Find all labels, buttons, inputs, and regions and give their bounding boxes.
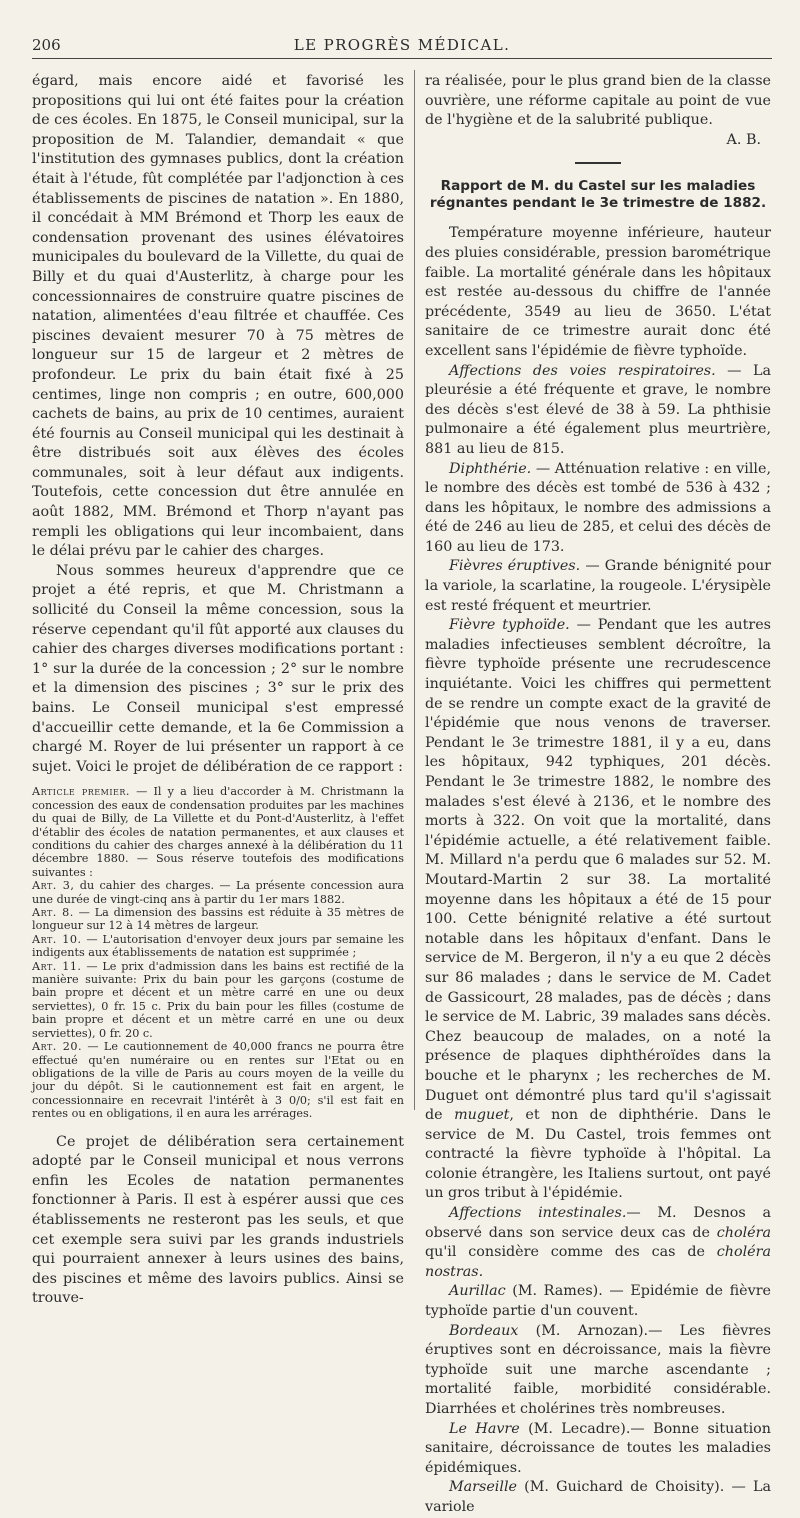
- article-text: — Le prix d'admission dans les bains est rectifié de la manière suivante: Prix du bain pour les garçons (costume de bain propre et décent et un mètre carré en une ou deux serviettes), 0 fr. 15 c. Prix du bain pour les filles (costume de bain propre et décent et un mètre carré en une ou deux serviettes), 0 fr. 20 c.: [32, 959, 404, 1040]
- page-header: [32, 36, 772, 59]
- paragraph-continuation: ra réalisée, pour le plus grand bien de la classe ouvrière, une réforme capitale au point de vue de l'hygiène et de la salubrité publique.: [425, 73, 771, 129]
- article-10: [32, 933, 404, 960]
- article-text: du cahier des charges. — La présente concession aura une durée de vingt-cinq ans à partir du 1er mars 1882.: [32, 879, 404, 906]
- left-column: [32, 72, 405, 1307]
- paragraph-bordeaux: [425, 1322, 771, 1420]
- article-premier: [32, 785, 404, 879]
- city-text: (M. Arnozan).— Les fièvres éruptives sont en décroissance, mais la fièvre typhoïde suit une marche ascendante ; mortalité faible, morbidité considérable. Diarrhées et cholérines très nombreuses.: [425, 1322, 771, 1417]
- rubric-label: Affections intestinales.: [449, 1205, 627, 1222]
- paragraph-christmann-request: Nous sommes heureux d'apprendre que ce projet a été repris, et que M. Christmann a sollicité du Conseil la même concession, sous la réserve cependant qu'il fût apporté aux clauses du cahier des charges diverses modifications portant : 1° sur la durée de la concession ; 2° sur le nombre et la dimension des piscines ; 3° sur le prix des bains. Le Conseil municipal s'est empressé d'accueillir cette demande, et la 6e Commission a chargé M. Royer de lui présenter un rapport à ce sujet. Voici le projet de délibération de ce rapport :: [32, 562, 404, 775]
- article-text: — L'autorisation d'envoyer deux jours par semaine les indigents aux établissements de natation est supprimée ;: [32, 932, 405, 960]
- paragraph-marseille: [425, 1478, 771, 1517]
- rubric-text: qu'il considère comme des cas de: [425, 1244, 717, 1261]
- article-text: — Il y a lieu d'accorder à M. Christmann la concession des eaux de condensation produites par les machines du quai de Billy, de La Villette et du Pont-d'Austerlitz, à l'effet d'établir des écoles de natation permanentes, et aux clauses et conditions du cahier des charges annexé à la délibération du 11 décembre 1880. — Sous réserve toutefois des modifications suivantes :: [32, 785, 404, 879]
- rubric-label: Diphthérie.: [449, 460, 532, 477]
- rubric-text: — M. Desnos a observé dans son service deux cas de: [425, 1205, 771, 1241]
- city-label: Marseille: [449, 1479, 517, 1496]
- rubric-label: Fièvres éruptives.: [449, 558, 581, 575]
- article-text: — La dimension des bassins est réduite à 35 mètres de longueur sur 12 à 14 mètres de largeur.: [32, 906, 404, 933]
- paragraph-conclusion: Ce projet de délibération sera certainement adopté par le Conseil municipal et nous verrons enfin les Ecoles de natation permanentes fonctionner à Paris. Il est à espérer aussi que ces établissements ne resteront pas les seuls, et que cet exemple sera suivi par les grands industriels qui pourraient annexer à leurs usines des bains, des piscines et même des lavoirs publics. Ainsi se trouve-: [32, 1133, 404, 1307]
- right-column: [425, 72, 771, 1515]
- deliberation-articles: [32, 785, 404, 1120]
- journal-title: LE PROGRÈS MÉDICAL.: [293, 36, 511, 54]
- paragraph-aurillac: [425, 1282, 771, 1321]
- paragraph-eruptive-fevers: [425, 557, 771, 616]
- rubric-label: Fièvre typhoïde.: [449, 617, 570, 634]
- article-text: — Le cautionnement de 40,000 francs ne pourra être effectué qu'en numéraire ou en rentes sur l'Etat ou en obligations de la ville de Paris au cours moyen de la veille du jour du dépôt. Si le cautionnement est fait en argent, le concessionnaire en recevrait l'intérêt à 3 0/0; s'il est fait en rentes ou en obligations, il en aura les arrérages.: [32, 1040, 404, 1121]
- paragraph-diphtheria: [425, 460, 771, 558]
- article-signature: A. B.: [726, 131, 761, 148]
- paragraph-le-havre: [425, 1420, 771, 1479]
- section-heading: Rapport de M. du Castel sur les maladies régnantes pendant le 3e trimestre de 1882.: [429, 178, 767, 212]
- rubric-text: — Pendant que les autres maladies infectieuses semblent décroître, la fièvre typhoïde présente une recrudescence inquiétante. Voici les chiffres qui permettent de se rendre un compte exact de la gravité de l'épidémie que nous venons de traverser. Pendant le 3e trimestre 1881, il y a eu, dans les hôpitaux, 942 typhiques, 201 décès. Pendant le 3e trimestre 1882, le nombre des malades s'est élevé à 2136, et le nombre des morts à 322. On voit que la mortalité, dans l'épidémie actuelle, a été relativement faible. M. Millard n'a perdu que 6 malades sur 52. M. Moutard-Martin 2 sur 38. La mortalité moyenne dans les hôpitaux a été de 15 pour 100. Cette bénignité relative a été surtout notable dans les hôpitaux d'enfant. Dans le service de M. Bergeron, il n'y a eu que 2 décès sur 86 malades ; dans le service de M. Cadet de Gassicourt, 28 malades, pas de décès ; dans le service de M. Labric, 39 malades sans décès. Chez beaucoup de malades, on a noté la présence de plaques diphthéroïdes dans la bouche et le pharynx ; les recherches de M. Duguet ont démontré plus tard qu'il s'agissait de: [425, 617, 771, 1124]
- article-label: Art. 11.: [32, 959, 82, 973]
- city-label: Le Havre: [449, 1420, 520, 1437]
- rubric-text: — Grande bénignité pour la variole, la scarlatine, la rougeole. L'érysipèle est resté fréquent et meurtrier.: [425, 558, 771, 614]
- paragraph-intestinal: [425, 1204, 771, 1282]
- article-8: [32, 906, 404, 933]
- city-text: (M. Lecadre).— Bonne situation sanitaire, décroissance de toutes les maladies épidémiques.: [425, 1420, 771, 1476]
- cholera-term: choléra: [716, 1224, 771, 1241]
- city-text: (M. Guichard de Choisity). — La variole: [425, 1479, 771, 1515]
- rubric-text: , et non de diphthérie. Dans le service de M. Du Castel, trois femmes ont contracté la fièvre typhoïde à l'hôpital. La colonie étrangère, les Italiens surtout, ont payé un gros tribut à l'épidémie.: [425, 1107, 771, 1202]
- article-11: [32, 960, 404, 1040]
- section-separator: [575, 162, 621, 164]
- rubric-label: Affections des voies respiratoires.: [449, 362, 716, 379]
- city-label: Bordeaux: [449, 1322, 519, 1339]
- muguet-term: muguet: [454, 1107, 510, 1124]
- article-3: [32, 879, 404, 906]
- page-number: 206: [32, 36, 61, 54]
- paragraph-respiratory: [425, 362, 771, 460]
- article-label: Art. 3,: [32, 879, 75, 893]
- article-label: Art. 20.: [32, 1040, 82, 1054]
- city-text: (M. Rames). — Epidémie de fièvre typhoïde partie d'un couvent.: [425, 1283, 771, 1320]
- article-label: Art. 10.: [32, 932, 82, 946]
- paragraph-typhoid: [425, 616, 771, 1204]
- rubric-text: — La pleurésie a été fréquente et grave, le nombre des décès s'est élevé de 38 à 59. La phthisie pulmonaire a été également plus meurtrière, 881 au lieu de 815.: [425, 362, 771, 457]
- article-label: Article premier.: [32, 785, 130, 799]
- rubric-text: — Atténuation relative : en ville, le nombre des décès est tombé de 536 à 432 ; dans les hôpitaux, le nombre des admissions a été de 246 au lieu de 285, et celui des décès de 160 au lieu de 173.: [425, 460, 771, 555]
- column-divider: [414, 70, 415, 1110]
- cholera-nostras-term: choléra nostras.: [425, 1244, 771, 1280]
- article-20: [32, 1040, 404, 1120]
- paragraph-swimming-history: égard, mais encore aidé et favorisé les propositions qui lui ont été faites pour la création de ces écoles. En 1875, le Conseil municipal, sur la proposition de M. Talandier, demandait « que l'institution des gymnases publics, dont la création était à l'étude, fût complétée par l'adjonction à ces établissements de piscines de natation ». En 1880, il concédait à MM Brémond et Thorp les eaux de condensation provenant des usines élévatoires municipales du boulevard de la Villette, du quai de Billy et du quai d'Austerlitz, à charge pour les concessionnaires de construire quatre piscines de natation, alimentées d'eau filtrée et chauffée. Ces piscines devaient mesurer 70 à 75 mètres de longueur sur 15 de largeur et 2 mètres de profondeur. Le prix du bain était fixé à 25 centimes, linge non compris ; en outre, 600,000 cachets de bains, au prix de 10 centimes, auraient été fournis au Conseil municipal qui les destinait à être distribués soit aux élèves des écoles communales, soit à leur défaut aux indigents. Toutefois, cette concession dut être annulée en août 1882, MM. Brémond et Thorp n'ayant pas rempli les obligations qui leur incombaient, dans le délai prévu par le cahier des charges.: [32, 73, 405, 560]
- article-label: Art. 8.: [32, 906, 74, 920]
- paragraph-intro: Température moyenne inférieure, hauteur des pluies considérable, pression barométrique faible. La mortalité générale dans les hôpitaux est restée au-dessous du chiffre de l'année précédente, 3549 au lieu de 3650. L'état sanitaire de ce trimestre aurait donc été excellent sans l'épidémie de fièvre typhoïde.: [425, 225, 771, 359]
- city-label: Aurillac: [449, 1283, 506, 1300]
